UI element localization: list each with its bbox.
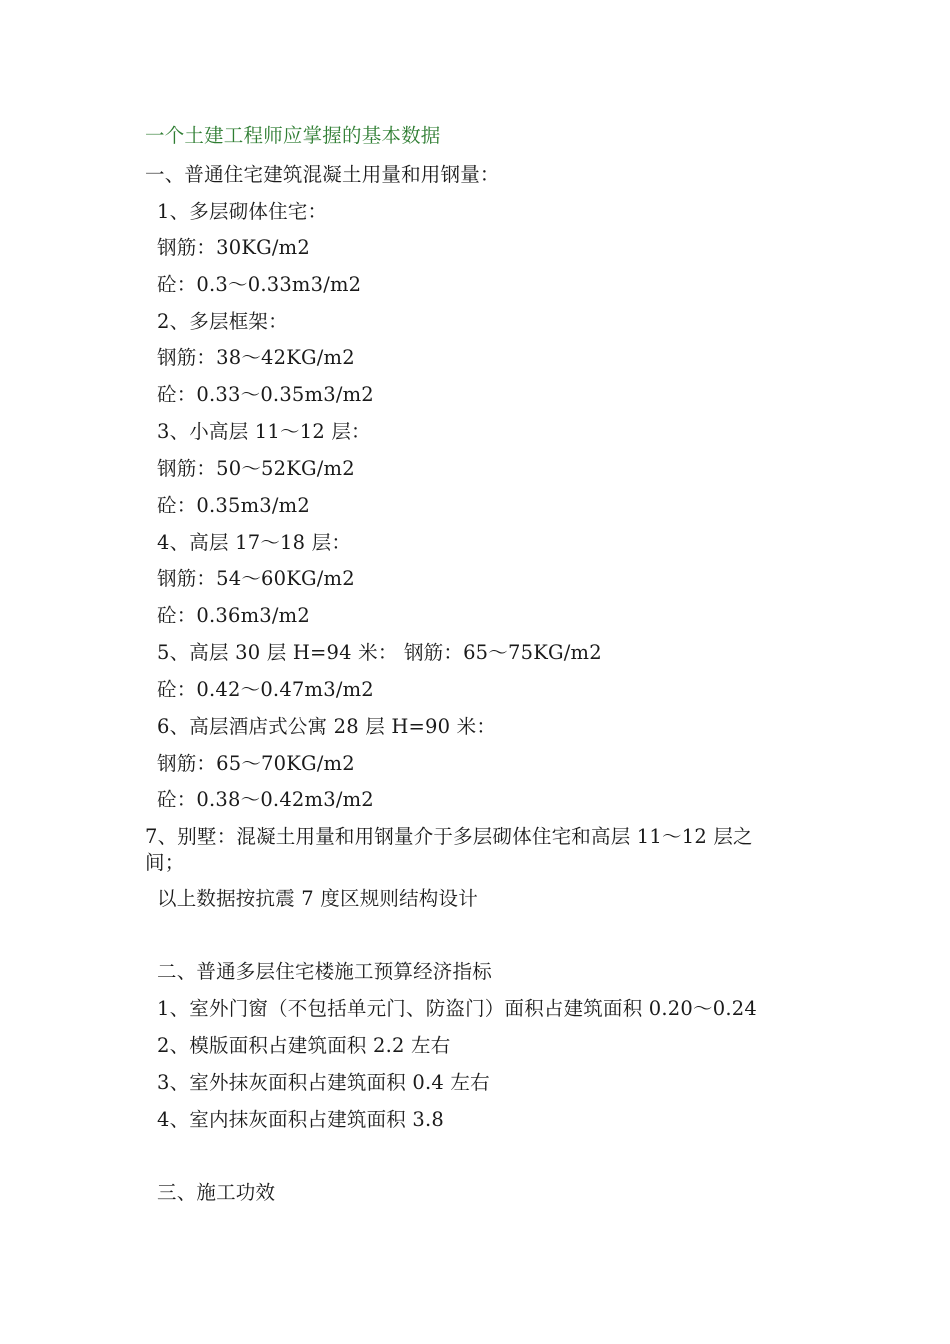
section-1-heading: 一、普通住宅建筑混凝土用量和用钢量： <box>145 163 500 186</box>
item-5-concrete: 砼：0.42～0.47m3/m2 <box>157 678 374 701</box>
item-3-concrete: 砼：0.35m3/m2 <box>157 494 310 517</box>
section-3-heading: 三、施工功效 <box>157 1181 276 1204</box>
document-title: 一个土建工程师应掌握的基本数据 <box>145 124 441 147</box>
section-2-heading: 二、普通多层住宅楼施工预算经济指标 <box>157 960 492 983</box>
section-1-note: 以上数据按抗震 7 度区规则结构设计 <box>157 887 478 910</box>
item-6-concrete: 砼：0.38～0.42m3/m2 <box>157 788 374 811</box>
item-7-line-1: 7、别墅：混凝土用量和用钢量介于多层砌体住宅和高层 11～12 层之 <box>145 825 753 848</box>
item-7-line-2: 间； <box>145 851 185 874</box>
item-4-steel: 钢筋：54～60KG/m2 <box>157 567 355 590</box>
item-5-label: 5、高层 30 层 H=94 米： 钢筋：65～75KG/m2 <box>157 641 602 664</box>
item-1-concrete: 砼：0.3～0.33m3/m2 <box>157 273 362 296</box>
item-2-concrete: 砼：0.33～0.35m3/m2 <box>157 383 374 406</box>
item-2-steel: 钢筋：38～42KG/m2 <box>157 346 355 369</box>
item-6-steel: 钢筋：65～70KG/m2 <box>157 752 355 775</box>
section-2-item-1: 1、室外门窗（不包括单元门、防盗门）面积占建筑面积 0.20～0.24 <box>157 997 757 1020</box>
item-2-label: 2、多层框架： <box>157 310 288 333</box>
section-2-item-2: 2、模版面积占建筑面积 2.2 左右 <box>157 1034 451 1057</box>
item-1-label: 1、多层砌体住宅： <box>157 200 328 223</box>
item-3-label: 3、小高层 11～12 层： <box>157 420 371 443</box>
item-3-steel: 钢筋：50～52KG/m2 <box>157 457 355 480</box>
item-4-label: 4、高层 17～18 层： <box>157 531 352 554</box>
section-2-item-3: 3、室外抹灰面积占建筑面积 0.4 左右 <box>157 1071 490 1094</box>
item-6-label: 6、高层酒店式公寓 28 层 H=90 米： <box>157 715 497 738</box>
item-1-steel: 钢筋：30KG/m2 <box>157 236 310 259</box>
item-4-concrete: 砼：0.36m3/m2 <box>157 604 310 627</box>
section-2-item-4: 4、室内抹灰面积占建筑面积 3.8 <box>157 1108 445 1131</box>
